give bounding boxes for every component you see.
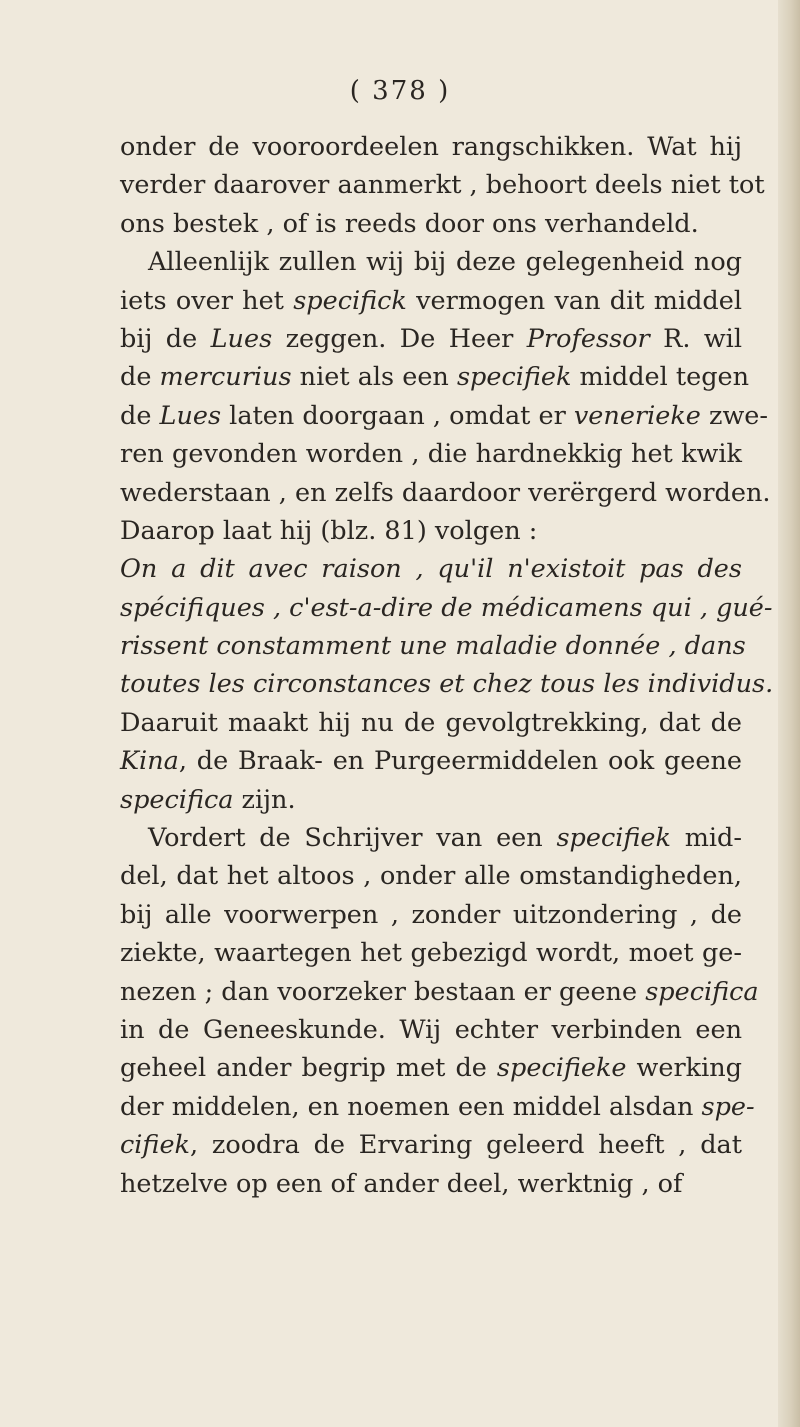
text-line: [120, 435, 742, 473]
italic-text: Professor: [526, 323, 650, 354]
text-line: [120, 474, 771, 512]
italic-text: venerieke: [573, 400, 701, 431]
roman-text: , de Braak- en Purgeermiddelen ook geene: [178, 746, 742, 777]
text-line: [120, 205, 742, 243]
roman-text: zijn.: [233, 784, 296, 815]
text-line: [120, 397, 768, 435]
roman-text: vermogen van dit middel: [406, 285, 742, 316]
text-line: [120, 243, 742, 281]
roman-text: geheel ander begrip met de: [120, 1053, 497, 1084]
italic-text: On a dit avec raison , qu'il n'existoit pas des: [120, 554, 742, 585]
italic-text: spe-: [701, 1091, 755, 1122]
text-line: [120, 128, 742, 166]
roman-text: middel tegen: [571, 362, 750, 393]
roman-text: del, dat het altoos , onder alle omstandigheden,: [120, 861, 742, 892]
italic-text: specifiek: [456, 362, 572, 393]
italic-text: rissent constamment une maladie donnée , dans: [120, 631, 746, 662]
page-number: ( 378 ): [349, 76, 451, 106]
italic-text: spécifiques , c'est-a-dire de médicamens qui , gué-: [120, 592, 773, 623]
text-line: [120, 857, 742, 895]
text-line: [120, 1049, 742, 1087]
text-line: [120, 1088, 755, 1126]
roman-text: werking: [626, 1053, 742, 1084]
roman-text: zwe-: [700, 400, 768, 431]
italic-text: Kina: [120, 746, 179, 777]
italic-text: Lues: [159, 400, 222, 431]
italic-text: specifica: [645, 976, 759, 1007]
text-line: [120, 1011, 742, 1049]
text-line: [120, 742, 742, 780]
text-line: [120, 1165, 742, 1203]
italic-text: Lues: [210, 323, 273, 354]
text-line: [120, 896, 742, 934]
text-line: [120, 320, 742, 358]
roman-text: de: [120, 362, 160, 393]
text-line: [120, 704, 742, 742]
italic-text: toutes les circonstances et chez tous les individus.: [120, 669, 774, 700]
italic-text: specifick: [293, 285, 407, 316]
italic-text: specifica: [120, 784, 234, 815]
text-line: [120, 934, 742, 972]
roman-text: Daaruit maakt hij nu de gevolgtrekking, dat de: [120, 707, 742, 738]
text-line: [120, 627, 746, 665]
text-line: [120, 358, 750, 396]
roman-text: wederstaan , en zelfs daardoor verërgerd worden.: [120, 477, 771, 508]
roman-text: der middelen, en noemen een middel alsdan: [120, 1091, 702, 1122]
text-line: [120, 781, 742, 819]
roman-text: , zoodra de Ervaring geleerd heeft , dat: [190, 1130, 742, 1161]
text-line: [120, 1126, 742, 1164]
roman-text: in de Geneeskunde. Wij echter verbinden een: [120, 1014, 742, 1045]
text-line: [120, 550, 742, 588]
roman-text: bij de: [120, 323, 211, 354]
roman-text: onder de vooroordeelen rangschikken. Wat hij: [120, 132, 742, 162]
roman-text: de: [120, 400, 160, 431]
italic-text: cifiek: [120, 1130, 190, 1161]
text-line: [120, 512, 742, 550]
roman-text: iets over het: [120, 285, 294, 316]
roman-text: bij alle voorwerpen , zonder uitzondering , de: [120, 899, 742, 930]
roman-text: ren gevonden worden , die hardnekkig het kwik: [120, 439, 742, 470]
italic-text: mercurius: [159, 362, 292, 393]
roman-text: R. wil: [649, 323, 742, 354]
italic-text: specifieke: [496, 1053, 627, 1084]
italic-text: specifiek: [556, 823, 671, 854]
roman-text: ziekte, waartegen het gebezigd wordt, moet ge-: [120, 938, 742, 969]
roman-text: Alleenlijk zullen wij bij deze gelegenheid nog: [148, 247, 742, 278]
roman-text: niet als een: [291, 362, 457, 393]
text-line: [120, 973, 759, 1011]
roman-text: verder daarover aanmerkt , behoort deels niet tot: [120, 170, 765, 201]
roman-text: zeggen. De Heer: [272, 323, 527, 354]
text-line: [120, 665, 774, 703]
roman-text: Vordert de Schrijver van een: [148, 823, 557, 854]
roman-text: nezen ; dan voorzeker bestaan er geene: [120, 976, 646, 1007]
roman-text: hetzelve op een of ander deel, werktnig , of: [120, 1168, 683, 1199]
roman-text: ons bestek , of is reeds door ons verhandeld.: [120, 208, 699, 239]
body-text: [120, 128, 774, 1203]
text-line: [120, 166, 765, 204]
page-edge: [778, 0, 800, 1427]
roman-text: laten doorgaan , omdat er: [221, 400, 574, 431]
roman-text: Daarop laat hij (blz. 81) volgen :: [120, 515, 538, 546]
text-line: [120, 819, 742, 857]
text-line: [120, 282, 742, 320]
text-line: [120, 589, 773, 627]
roman-text: mid-: [670, 823, 742, 854]
